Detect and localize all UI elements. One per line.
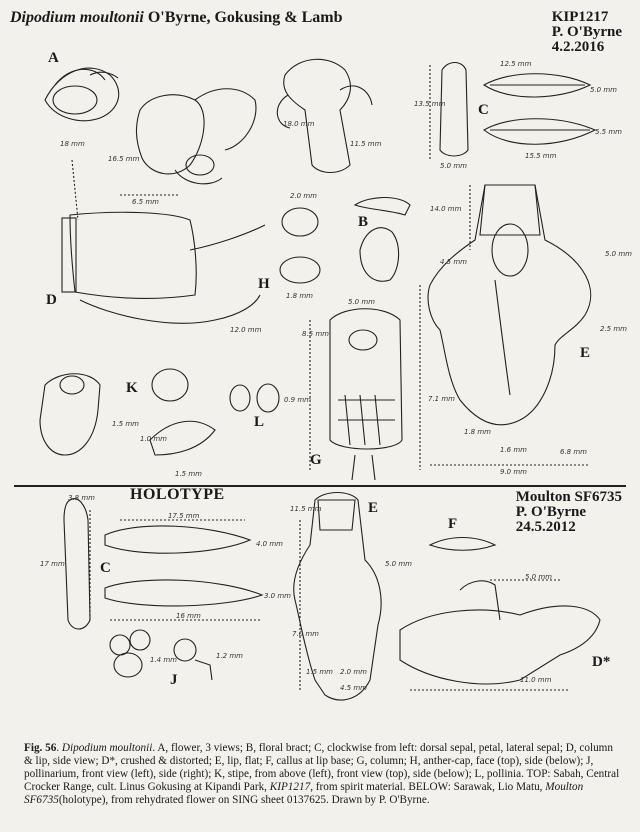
figure-caption: Fig. 56. Dipodium moultonii. A, flower, 3 views; B, floral bract; C, clockwise from left: dorsal sepal, petal, lateral sepal; D, column & lip, side view; D*, crushed & distorted; E, lip, flat; F, callus at lip base; G, column; H, anther-cap, face (top), side (below); J, pollinarium, front view (left), side (right); K, stipe, from above (left), front view (top), side (below); L, pollinia. TOP: Sabah, Central Crocker Range, cult. Linus Gokusing at Kipandi Park, KIP1217, from spirit material. BELOW: Sarawak, Lio Matu, Moulton SF6735(holotype), from rehydrated flower on SING sheet 0137625. Drawn by P. O'Byrne. <box>24 742 620 806</box>
panel-label-d: D <box>46 292 57 308</box>
caption-species: Dipodium moultonii <box>61 742 153 754</box>
panel-label-c2: C <box>100 560 111 576</box>
measure-a-width: 16.5 mm <box>108 155 140 163</box>
measure-c-sepal-h: 13.5 mm <box>414 100 446 108</box>
measure-h-bottom: 1.8 mm <box>286 292 313 300</box>
figure-c-dorsal-sepal <box>440 63 468 157</box>
caption-kip-ref: KIP1217 <box>269 781 311 793</box>
ref-number: KIP1217 <box>551 9 609 25</box>
figure-number: Fig. 56 <box>24 742 57 754</box>
measure-d-top: 6.5 mm <box>132 198 159 206</box>
measure-k-h2: 1.0 mm <box>140 435 167 443</box>
figure-b-bract <box>355 198 410 282</box>
figure-holotype-lateral-sepal <box>105 580 262 606</box>
figure-e-lip-flat <box>428 185 591 425</box>
ref-date: 4.2.2016 <box>551 39 605 55</box>
measurement-lines <box>72 65 590 690</box>
figure-dstar-crushed <box>400 581 600 684</box>
measure-c-w1: 5.0 mm <box>590 86 617 94</box>
measure-hc-w1: 4.0 mm <box>256 540 283 548</box>
measure-c-w2: 5.5 mm <box>595 128 622 136</box>
caption-moulton-ref: Moulton SF6735 <box>24 781 584 806</box>
figure-h-anther-cap <box>280 208 320 283</box>
measure-k-h1: 1.5 mm <box>112 420 139 428</box>
ref-artist: P. O'Byrne <box>551 24 622 40</box>
bottom-specimen-reference <box>516 490 622 535</box>
figure-a-flower-front <box>136 89 256 184</box>
figure-c-lateral-sepal <box>484 119 595 145</box>
measure-e-right: 5.0 mm <box>605 250 632 258</box>
figure-a-flower-side <box>45 68 119 121</box>
panel-label-g: G <box>310 452 322 468</box>
measure-g-height: 8.5 mm <box>302 330 329 338</box>
figure-f-callus <box>430 538 495 551</box>
measure-a-height: 18 mm <box>60 140 85 148</box>
panel-label-c: C <box>478 102 489 118</box>
measure-g-width: 5.0 mm <box>348 298 375 306</box>
figure-c-petal <box>484 74 590 97</box>
section-divider <box>14 485 626 487</box>
measure-e-side: 2.5 mm <box>600 325 627 333</box>
panel-label-f: F <box>448 516 458 532</box>
measure-hc-len1: 17.5 mm <box>168 512 200 520</box>
measure-e-lower: 7.1 mm <box>428 395 455 403</box>
measure-c-sepal-w: 5.0 mm <box>440 162 467 170</box>
measure-e-base2: 6.8 mm <box>560 448 587 456</box>
panel-label-b: B <box>358 214 369 230</box>
measure-c-len2: 15.5 mm <box>525 152 557 160</box>
species-authors: O'Byrne, Gokusing & Lamb <box>147 9 343 26</box>
ref-artist: P. O'Byrne <box>515 504 587 520</box>
measure-he-b3: 4.5 mm <box>340 684 367 692</box>
caption-text-3: (holotype), from rehydrated flower on SING sheet 0137625. Drawn by P. O'Byrne. <box>58 794 430 806</box>
measure-e-callus: 1.8 mm <box>464 428 491 436</box>
species-name: Dipodium moultonii <box>10 9 144 26</box>
figure-l-pollinia <box>230 384 279 412</box>
panel-label-e2: E <box>368 500 379 516</box>
measure-l-h: 0.9 mm <box>284 396 311 404</box>
measure-e-total: 9.0 mm <box>500 468 527 476</box>
figure-a-flower-third <box>277 59 372 172</box>
panel-label-j: J <box>170 672 178 688</box>
measure-ds-bottom: 11.0 mm <box>520 676 552 684</box>
measure-j-h2: 1.2 mm <box>216 652 243 660</box>
measure-k-w: 1.5 mm <box>175 470 202 478</box>
measure-he-side: 5.0 mm <box>385 560 412 568</box>
measure-he-b2: 2.0 mm <box>340 668 367 676</box>
measure-hc-len2: 16 mm <box>176 612 201 620</box>
measure-hc-w2: 3.0 mm <box>264 592 291 600</box>
caption-text-1: . A, flower, 3 views; B, floral bract; C, clockwise from left: dorsal sepal, petal, lateral sepal; D, column & lip, side view; D*, crushed & distorted; E, lip, flat; F, callus at lip base; G, column; H, anther-cap, face (top), side (below); J, pollinarium, front view (left), side (right); K, stipe, from above (left), front view (top), side (below); L, pollinia. TOP: Sabah, Central Crocker Range, cult. Linus Gokusing at Kipandi Park, <box>24 742 620 793</box>
ref-number: Moulton SF6735 <box>515 489 622 505</box>
measure-e-mid: 4.5 mm <box>440 258 467 266</box>
measure-j-h1: 1.4 mm <box>150 656 177 664</box>
figure-holotype-petal <box>105 526 250 553</box>
measure-ds-top: 5.0 mm <box>525 573 552 581</box>
panel-label-dstar: D* <box>592 654 611 670</box>
figure-d-column-lip <box>62 212 265 323</box>
panel-label-a: A <box>48 50 59 66</box>
panel-label-h: H <box>258 276 270 292</box>
caption-text-2: , from spirit material. BELOW: Sarawak, Lio Matu, <box>310 781 546 793</box>
ref-date: 24.5.2012 <box>515 519 576 535</box>
measure-c-len1: 12.5 mm <box>500 60 532 68</box>
measure-e-top: 14.0 mm <box>430 205 462 213</box>
holotype-heading: HOLOTYPE <box>130 486 225 503</box>
measure-he-low: 7.0 mm <box>292 630 319 638</box>
measure-d-bottom: 12.0 mm <box>230 326 262 334</box>
measure-he-b1: 1.5 mm <box>306 668 333 676</box>
panel-label-k: K <box>126 380 138 396</box>
measure-h-sepal-w: 3.8 mm <box>68 494 95 502</box>
figure-holotype-sepal <box>64 499 90 629</box>
measure-e-base1: 1.6 mm <box>500 446 527 454</box>
measure-a2-width: 11.5 mm <box>350 140 382 148</box>
panel-label-e: E <box>580 345 591 361</box>
figure-j-pollinarium <box>110 630 212 680</box>
measure-h-top: 2.0 mm <box>290 192 317 200</box>
panel-label-l: L <box>254 414 265 430</box>
measure-a2-height: 18.0 mm <box>283 120 315 128</box>
figure-g-column <box>330 309 402 480</box>
measure-h-sepal-h: 17 mm <box>40 560 65 568</box>
measure-he-top: 11.5 mm <box>290 505 322 513</box>
